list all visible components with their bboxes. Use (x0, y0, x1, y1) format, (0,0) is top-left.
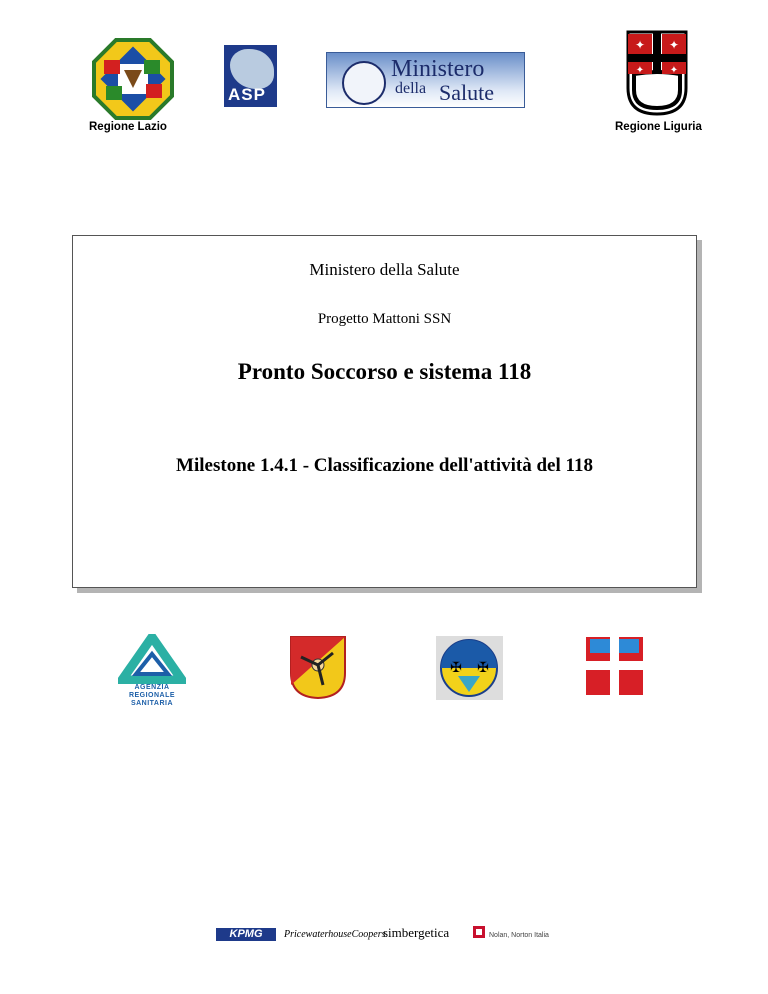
simbergetica-logo: simbergetica (383, 925, 450, 940)
svg-text:✠: ✠ (477, 661, 489, 676)
nolan-logo-icon (472, 925, 486, 939)
ministero-banner-word-1: Ministero (391, 56, 485, 82)
calabria-circle-icon (436, 636, 503, 700)
document-title-box (72, 235, 697, 588)
svg-text:✠: ✠ (450, 661, 462, 676)
asp-map-shape (230, 49, 274, 89)
svg-text:✦: ✦ (634, 38, 646, 52)
pricewaterhousecoopers-logo: PricewaterhouseCoopers (284, 929, 386, 940)
regione-liguria-shield (626, 30, 688, 116)
milestone-title: Milestone 1.4.1 - Classificazione dell'attività del 118 (176, 455, 593, 476)
regione-calabria-emblem (436, 636, 503, 700)
ars-caption-line-3: SANITARIA (130, 700, 174, 707)
kpmg-logo: KPMG (216, 928, 276, 941)
ministry-name: Ministero della Salute (309, 260, 460, 279)
nolan-norton-italia-logo: Nolan, Norton Italia (489, 932, 549, 939)
svg-text:✦: ✦ (669, 65, 679, 76)
asp-logo-text: ASP (228, 85, 266, 104)
ars-caption-line-2: REGIONALE (128, 692, 176, 699)
ars-caption-line-1: AGENZIA (134, 684, 170, 691)
regione-liguria-caption: Regione Liguria (615, 121, 702, 133)
italian-emblem-icon (342, 61, 386, 105)
svg-text:✦: ✦ (668, 38, 680, 52)
regione-lazio-emblem (92, 38, 174, 120)
ministero-salute-banner (326, 52, 525, 108)
project-name: Progetto Mattoni SSN (317, 311, 452, 327)
ministero-banner-word-3: Salute (439, 80, 494, 105)
ars-triangle-icon (118, 634, 186, 684)
agenzia-regionale-sanitaria-logo (118, 634, 186, 708)
regione-sicilia-shield (289, 635, 347, 700)
regione-lazio-caption: Regione Lazio (89, 121, 167, 133)
regione-piemonte-emblem (586, 637, 643, 695)
document-title: Pronto Soccorso e sistema 118 (237, 359, 532, 384)
asp-logo (224, 45, 277, 107)
svg-text:✦: ✦ (635, 65, 645, 76)
ministero-banner-word-2: della (395, 80, 427, 97)
